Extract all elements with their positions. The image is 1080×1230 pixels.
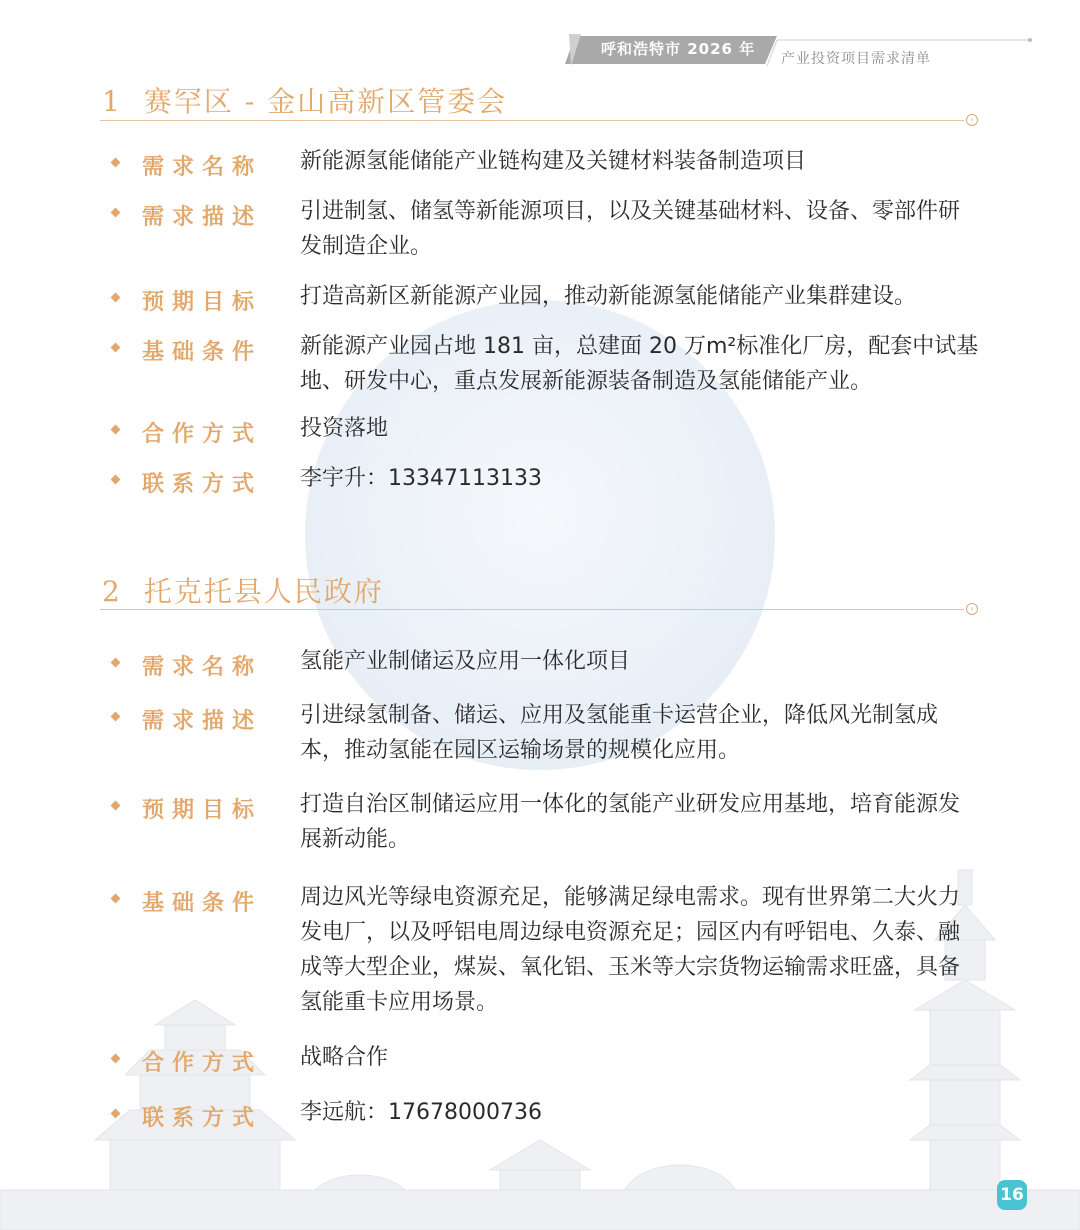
row-value: 引进制氢、储氢等新能源项目，以及关键基础材料、设备、零部件研发制造企业。	[300, 199, 961, 259]
row-value: 氢能产业制储运及应用一体化项目	[300, 649, 631, 674]
row-value: 新能源产业园占地 181 亩，总建面 20 万m²标准化厂房，配套中试基地、研发中心，重点发展新能源装备制造及氢能储能产业。	[300, 334, 979, 394]
row-label: 需求描述	[142, 709, 263, 734]
diamond-bullet-icon	[111, 475, 121, 485]
diamond-bullet-icon	[111, 293, 121, 303]
arrow-circle-icon: ›	[966, 114, 978, 126]
city-skyline-illustration	[0, 810, 1080, 1230]
diamond-bullet-icon	[111, 801, 121, 811]
row-label: 预期目标	[142, 290, 263, 315]
banner-subtitle: 产业投资项目需求清单	[781, 51, 931, 67]
banner-title: 呼和浩特市 2026 年	[601, 40, 756, 58]
divider-line	[100, 120, 964, 121]
row-label: 需求名称	[142, 655, 263, 680]
row-label: 基础条件	[142, 340, 263, 365]
diamond-bullet-icon	[111, 425, 121, 435]
row-value: 新能源氢能储能产业链构建及关键材料装备制造项目	[300, 149, 807, 174]
row-value: 李宇升：13347113133	[300, 466, 542, 491]
section-number: 1	[102, 85, 122, 118]
row-value: 打造高新区新能源产业园，推动新能源氢能储能产业集群建设。	[300, 284, 917, 309]
section-heading: 赛罕区 - 金山高新区管委会	[143, 85, 508, 118]
row-label: 预期目标	[142, 798, 263, 823]
row-value: 打造自治区制储运应用一体化的氢能产业研发应用基地，培育能源发展新动能。	[300, 792, 961, 852]
diamond-bullet-icon	[111, 158, 121, 168]
section-1-rule	[100, 114, 980, 128]
section-2-rule	[100, 603, 980, 617]
diamond-bullet-icon	[111, 208, 121, 218]
section-heading: 托克托县人民政府	[143, 575, 384, 608]
row-label: 需求描述	[142, 205, 263, 230]
page-number-badge: 16	[997, 1180, 1027, 1210]
row-value: 李远航：17678000736	[300, 1100, 542, 1125]
section-number: 2	[102, 575, 122, 608]
row-value: 战略合作	[300, 1045, 389, 1070]
header-banner	[565, 30, 1035, 74]
row-label: 合作方式	[142, 1051, 263, 1076]
row-value: 周边风光等绿电资源充足，能够满足绿电需求。现有世界第二大火力发电厂，以及呼铝电周边绿电资源充足；园区内有呼铝电、久泰、融成等大型企业，煤炭、氧化铝、玉米等大宗货物运输需求旺盛，具备氢能重卡应用场景。	[300, 885, 961, 1015]
row-label: 基础条件	[142, 891, 263, 916]
row-label: 联系方式	[142, 1106, 263, 1131]
divider-line	[100, 609, 964, 610]
diamond-bullet-icon	[111, 712, 121, 722]
row-label: 合作方式	[142, 422, 263, 447]
row-label: 联系方式	[142, 472, 263, 497]
row-value: 投资落地	[300, 416, 389, 441]
diamond-bullet-icon	[111, 343, 121, 353]
diamond-bullet-icon	[111, 658, 121, 668]
row-label: 需求名称	[142, 155, 263, 180]
arrow-circle-icon: ›	[966, 603, 978, 615]
row-value: 引进绿氢制备、储运、应用及氢能重卡运营企业，降低风光制氢成本，推动氢能在园区运输场景的规模化应用。	[300, 703, 939, 763]
